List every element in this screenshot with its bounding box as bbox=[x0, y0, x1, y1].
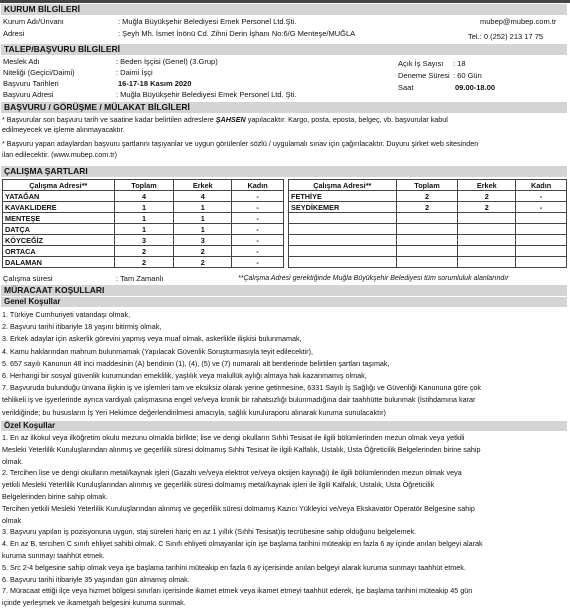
table-row bbox=[289, 191, 567, 202]
cell-toplam: 1 bbox=[114, 213, 174, 224]
list-item: olmak. bbox=[2, 456, 24, 466]
cell-toplam: 1 bbox=[114, 224, 174, 235]
cell-kadin bbox=[516, 257, 567, 268]
table-row bbox=[289, 202, 567, 213]
list-item: 1. En az ilkokul veya ilköğretim okulu mezunu olmakla birlikte; lise ve dengi okulların Sıhhi Tesisat ile ilgili bölümlerinden mezun olmak veya yetkili bbox=[2, 433, 465, 442]
cell-erkek: 2 bbox=[174, 257, 232, 268]
list-item: yetkili Mesleki Yeterlilik Kuruluşlarından alınmış ve geçerlilik süresi dolmamış metal/kaynak işleri ile ilgili Kalfalık, Ustalık, Usta Öğreticilik bbox=[2, 480, 435, 490]
cell-kadin: - bbox=[232, 257, 284, 268]
cell-kadin: - bbox=[232, 202, 284, 213]
cell-adres: DALAMAN bbox=[3, 257, 115, 268]
kurum-adi-value: : Muğla Büyükşehir Belediyesi Emek Personel Ltd.Şti. bbox=[118, 17, 297, 26]
acik-is-value: : 18 bbox=[453, 59, 466, 68]
cell-toplam: 2 bbox=[114, 257, 174, 268]
table-row bbox=[289, 235, 567, 246]
deneme-value: : 60 Gün bbox=[453, 71, 482, 80]
cell-erkek bbox=[458, 235, 516, 246]
col-header-kadin: Kadın bbox=[232, 180, 284, 191]
subsection-genel: Genel Koşullar bbox=[1, 297, 567, 307]
col-header-toplam: Toplam bbox=[114, 180, 174, 191]
cell-adres: YATAĞAN bbox=[3, 191, 115, 202]
basvuru-adresi-value: : Muğla Büyükşehir Belediyesi Emek Personel Ltd. Şti. bbox=[116, 90, 297, 99]
table-row bbox=[3, 246, 284, 257]
list-item: 6. Herhangi bir sosyal güvenlik kurumundan emeklilik, yaşlılık veya malullük aylığı almaya hak kazanmamış olmak, bbox=[2, 371, 367, 380]
cell-toplam: 2 bbox=[396, 191, 458, 202]
cell-toplam: 1 bbox=[114, 202, 174, 213]
kurum-tel: Tel.: 0 (252) 213 17 75 bbox=[468, 32, 544, 41]
basvuru-line-2: edilmeyecek ve işleme alınmayacaktır. bbox=[2, 125, 125, 134]
cell-toplam: 2 bbox=[114, 246, 174, 257]
list-item: Tercihen yetkili Mesleki Yeterlilik Kuruluşlarından alınmış ve geçerlilik süresi dolmamış Kazıcı Yükleyici ve/veya Ekskavatör Operatör Belgesine sahip bbox=[2, 503, 475, 513]
cell-toplam bbox=[396, 213, 458, 224]
list-item: kuruma sunmayı taahhüt etmek. bbox=[2, 551, 105, 560]
col-header-kadin: Kadın bbox=[516, 180, 567, 191]
table-row bbox=[289, 213, 567, 224]
list-item: 2. Tercihen lise ve dengi okulların metal/kaynak işleri (Gazaltı ve/veya elektrot ve/veya oksijen kaynağı) ile ilgili bölümlerinden mezun olmak veya bbox=[2, 468, 462, 478]
section-talep: TALEP/BAŞVURU BİLGİLERİ bbox=[1, 44, 567, 55]
table-row bbox=[3, 213, 284, 224]
col-header-adres: Çalışma Adresi** bbox=[3, 180, 115, 191]
cell-adres: FETHİYE bbox=[289, 191, 397, 202]
list-item: olmak bbox=[2, 515, 22, 525]
cell-adres bbox=[289, 224, 397, 235]
meslek-label: Meslek Adı bbox=[3, 57, 40, 66]
basvuru-line-3: * Başvuru yapan adaylardan başvuru şartlarını taşıyanlar ve uygun görülenler sözlü / uygulamalı sınav için çağırılacaktır. Duyuru şirket web sitesinden bbox=[2, 139, 479, 148]
table-row bbox=[3, 257, 284, 268]
section-calisma: ÇALIŞMA ŞARTLARI bbox=[1, 166, 567, 177]
cell-erkek: 1 bbox=[174, 202, 232, 213]
cell-erkek bbox=[458, 213, 516, 224]
cell-toplam: 3 bbox=[114, 235, 174, 246]
cell-erkek: 3 bbox=[174, 235, 232, 246]
basvuru-line-1 bbox=[2, 115, 567, 125]
nitelik-label: Niteliği (Geçici/Daimi) bbox=[3, 68, 75, 77]
table-row bbox=[289, 257, 567, 268]
list-item: 3. Başvuru yapılan iş pozisyonuna uygun, staj süreleri hariç en az 1 yıllık (Sıhhi Tesisat)iş tecrübesine sahip olduğunu belgelemek. bbox=[2, 527, 417, 537]
cell-erkek: 2 bbox=[458, 191, 516, 202]
cell-toplam bbox=[396, 224, 458, 235]
calisma-suresi-label: Çalışma süresi bbox=[3, 274, 53, 283]
kurum-email: mubep@mubep.com.tr bbox=[480, 17, 557, 26]
meslek-value: : Beden İşçisi (Genel) (3.Grup) bbox=[116, 57, 218, 66]
list-item: tehlikeli iş ve işyerlerinde ayrıca vardiyalı çalışmasına engel ve/veya kronik bir rahatsızlığı bulunmadığına dair taahhütte bulunmak (İstihdamına karar bbox=[2, 395, 476, 405]
top-rule bbox=[0, 0, 570, 3]
list-item: içinde yerleşmek ve ikametgah belgesini kuruma sunmak. bbox=[2, 598, 186, 608]
kurum-adres-value: : Şeyh Mh. İsmet İnönü Cd. Zihni Derin İşhanı No:6/G Menteşe/MUĞLA bbox=[118, 29, 356, 38]
cell-adres: ORTACA bbox=[3, 246, 115, 257]
basvuru-line-4: ilan edilecektir. (www.mubep.com.tr) bbox=[2, 150, 118, 159]
saat-value: 09.00-18.00 bbox=[455, 83, 496, 92]
cell-erkek: 2 bbox=[174, 246, 232, 257]
cell-erkek bbox=[458, 224, 516, 235]
cell-kadin: - bbox=[516, 191, 567, 202]
cell-adres bbox=[289, 235, 397, 246]
list-item: 5. Src 2-4 belgesine sahip olmak veya işe başlama tarihini müteakip en fazla 6 ay içerisinde anılan belgeyi alarak kuruma sunmayı taahhüt etmek. bbox=[2, 562, 466, 572]
kurum-adi-label: Kurum Adı/Unvanı bbox=[3, 17, 64, 26]
cell-kadin: - bbox=[232, 224, 284, 235]
saat-label: Saat bbox=[398, 83, 414, 92]
cell-kadin: - bbox=[516, 202, 567, 213]
cell-adres bbox=[289, 213, 397, 224]
subsection-ozel: Özel Koşullar bbox=[1, 421, 567, 431]
list-item: Mesleki Yeterlilik Kuruluşlarından alınmış ve geçerlilik süresi dolmamış Sıhhi Tesisat ile ilgili Kalfalık, Ustalık, Usta Öğreticilik Belgelerinden birine sahip bbox=[2, 444, 481, 454]
cell-toplam bbox=[396, 235, 458, 246]
cell-adres: KÖYCEĞİZ bbox=[3, 235, 115, 246]
list-item: 7. Başvuruda bulunduğu ünvana ilişkin iş ve işlemleri tam ve eksiksiz olarak yerine getirmesine, 6331 Sayılı İş Sağlığı ve Güvenliği Kanununa göre çok bbox=[2, 383, 482, 393]
cell-adres bbox=[289, 257, 397, 268]
table-row bbox=[289, 224, 567, 235]
basvuru-line-1a: * Başvurular son başvuru tarih ve saatine kadar belirtilen adreslere bbox=[2, 115, 214, 124]
cell-kadin: - bbox=[232, 191, 284, 202]
cell-kadin: - bbox=[232, 235, 284, 246]
cell-erkek: 1 bbox=[174, 224, 232, 235]
list-item: verildiğinde; bu hususların İş Yeri Hekimce değerlendirilmesi amacıyla, sağlık kuruluraporu alınarak kuruma sunulacaktır) bbox=[2, 407, 386, 417]
cell-adres: KAVAKLIDERE bbox=[3, 202, 115, 213]
list-item: Belgelerinden birine sahip olmak. bbox=[2, 492, 108, 501]
cell-adres: SEYDİKEMER bbox=[289, 202, 397, 213]
section-basvuru: BAŞVURU / GÖRÜŞME / MÜLAKAT BİLGİLERİ bbox=[1, 102, 567, 113]
nitelik-value: : Daimi İşçi bbox=[116, 68, 153, 77]
list-item: 4. Kamu haklarından mahrum bulunmamak (Yapılacak Güvenlik Soruşturmasıyla teyit edilecektir), bbox=[2, 346, 314, 356]
calisma-table-right bbox=[288, 179, 567, 268]
cell-erkek bbox=[458, 246, 516, 257]
cell-adres bbox=[289, 246, 397, 257]
cell-toplam bbox=[396, 257, 458, 268]
col-header-erkek: Erkek bbox=[458, 180, 516, 191]
col-header-adres: Çalışma Adresi** bbox=[289, 180, 397, 191]
cell-toplam: 4 bbox=[114, 191, 174, 202]
cell-adres: DATÇA bbox=[3, 224, 115, 235]
list-item: 4. En az B, tercihen C sınıfı ehliyet sahibi olmak. C Sınıfı ehliyeti olmayanlar için işe başlama tarihini müteakip en fazla 6 ay içinde anılan belgeyi alarak bbox=[2, 539, 483, 549]
table-row bbox=[3, 235, 284, 246]
list-item: 1. Türkiye Cumhuriyeti vatandaşı olmak, bbox=[2, 310, 131, 319]
cell-kadin bbox=[516, 246, 567, 257]
table-row bbox=[3, 191, 284, 202]
cell-erkek: 4 bbox=[174, 191, 232, 202]
cell-erkek bbox=[458, 257, 516, 268]
table-row bbox=[3, 224, 284, 235]
deneme-label: Deneme Süresi bbox=[398, 71, 450, 80]
tarih-value: 16-17-18 Kasım 2020 bbox=[118, 79, 192, 88]
basvuru-line-1c: yapılacaktır. Kargo, posta, eposta, belgeç, vb. başvurular kabul bbox=[247, 115, 448, 124]
cell-kadin: - bbox=[232, 246, 284, 257]
cell-adres: MENTEŞE bbox=[3, 213, 115, 224]
kurum-adres-label: Adresi bbox=[3, 29, 25, 38]
cell-kadin bbox=[516, 224, 567, 235]
list-item: 3. Erkek adaylar için askerlik görevini yapmış veya muaf olmak, askerlikle ilişkisi bulunmamak, bbox=[2, 334, 302, 344]
cell-erkek: 1 bbox=[174, 213, 232, 224]
cell-kadin bbox=[516, 213, 567, 224]
cell-erkek: 2 bbox=[458, 202, 516, 213]
tarih-label: Başvuru Tarihleri bbox=[3, 79, 59, 88]
list-item: 2. Başvuru tarihi itibariyle 18 yaşını bitirmiş olmak, bbox=[2, 322, 162, 332]
sahsen-text: ŞAHSEN bbox=[215, 115, 246, 124]
basvuru-adresi-label: Başvuru Adresi bbox=[3, 90, 54, 99]
list-item: 7. Müracaat ettiği ilçe veya hizmet bölgesi sınırları içerisinde ikamet etmek veya ikamet etmeyi taahhüt ederek, işe başlama tarihini müteakip 45 gün bbox=[2, 586, 473, 596]
section-kurum: KURUM BİLGİLERİ bbox=[1, 4, 567, 15]
col-header-toplam: Toplam bbox=[396, 180, 458, 191]
list-item: 6. Başvuru tarihi itibariyle 35 yaşından gün almamış olmak. bbox=[2, 574, 190, 584]
cell-toplam bbox=[396, 246, 458, 257]
acik-is-label: Açık İş Sayısı bbox=[398, 59, 444, 68]
calisma-suresi-value: : Tam Zamanlı bbox=[116, 274, 164, 283]
cell-kadin: - bbox=[232, 213, 284, 224]
table-row bbox=[289, 246, 567, 257]
section-muracaat: MÜRACAAT KOŞULLARI bbox=[1, 285, 567, 296]
calisma-table-left bbox=[2, 179, 284, 268]
list-item: 5. 657 sayılı Kanunun 48 inci maddesinin (A) bendinin (1), (4), (5) ve (7) numaralı alt bentlerinde belirtilen şartları taşımak, bbox=[2, 358, 390, 368]
cell-kadin bbox=[516, 235, 567, 246]
calisma-note: **Çalışma Adresi gerektiğinde Muğla Büyükşehir Belediyesi tüm sorumluluk alanlarındır bbox=[238, 275, 509, 282]
col-header-erkek: Erkek bbox=[174, 180, 232, 191]
table-row bbox=[3, 202, 284, 213]
cell-toplam: 2 bbox=[396, 202, 458, 213]
